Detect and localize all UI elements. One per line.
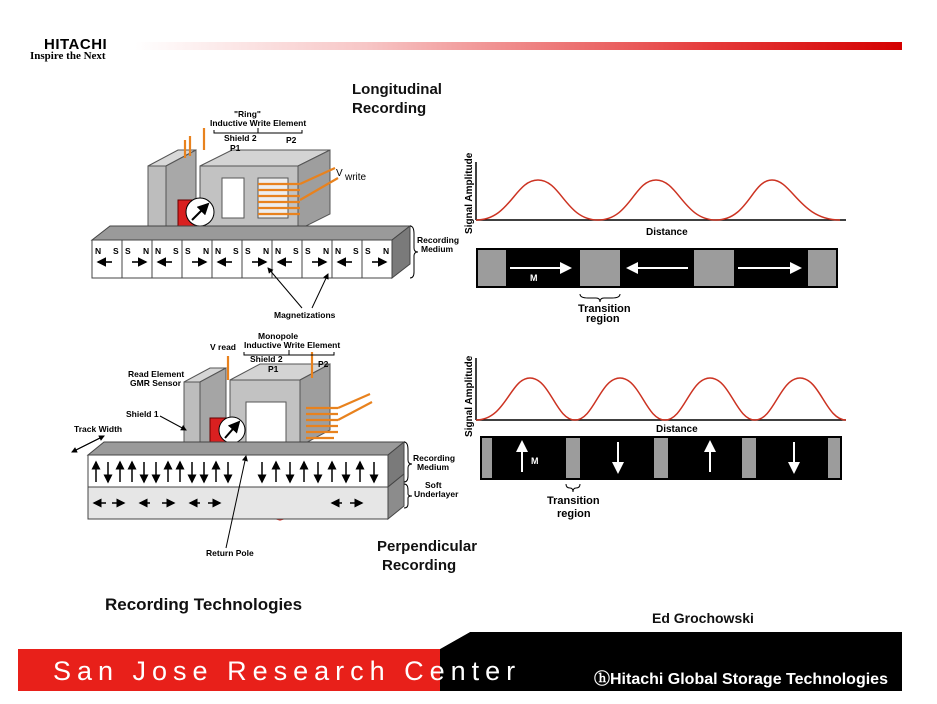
- pole-label: N: [155, 246, 162, 256]
- perp-p1-label: P1: [268, 364, 279, 374]
- signal-plot-bottom: [464, 355, 846, 437]
- pole-label: N: [203, 246, 210, 256]
- magnetizations-label: Magnetizations: [274, 310, 336, 320]
- perpendicular-heading-line2: Recording: [382, 557, 457, 574]
- pole-label: S: [233, 246, 239, 256]
- longitudinal-heading-line2: Recording: [352, 100, 427, 117]
- monopole-label: Monopole: [258, 331, 299, 341]
- pole-label: S: [245, 246, 251, 256]
- pole-label: N: [215, 246, 222, 256]
- perp-recording-label: Recording: [413, 453, 456, 463]
- pole-label: S: [353, 246, 359, 256]
- perp-shield2-label: Shield 2: [250, 354, 283, 364]
- slide-title: Recording Technologies: [105, 595, 303, 614]
- pole-label: N: [383, 246, 390, 256]
- pole-label: S: [113, 246, 119, 256]
- p1-label: P1: [230, 143, 241, 153]
- soft-label: Soft: [425, 480, 442, 490]
- bottom-region-label: region: [557, 508, 591, 520]
- perp-medium-label: Medium: [417, 462, 450, 472]
- v-write-sub: write: [345, 172, 367, 183]
- bottom-xlabel: Distance: [656, 424, 698, 435]
- top-region-label: region: [586, 313, 620, 325]
- top-ylabel: Signal Amplitude: [464, 152, 475, 234]
- top-m-label: M: [530, 273, 538, 283]
- perpendicular-heading-line1: Perpendicular: [377, 538, 478, 555]
- pole-label: N: [263, 246, 270, 256]
- pole-label: S: [125, 246, 131, 256]
- pole-label: N: [95, 246, 102, 256]
- pole-label: N: [275, 246, 282, 256]
- perp-write-element-label: Inductive Write Element: [244, 340, 341, 350]
- bottom-ylabel: Signal Amplitude: [464, 355, 475, 437]
- top-xlabel: Distance: [646, 227, 688, 238]
- pole-label: S: [305, 246, 311, 256]
- underlayer-label: Underlayer: [414, 489, 459, 499]
- research-center-title: San Jose Research Center: [53, 656, 522, 686]
- bottom-m-label: M: [531, 456, 539, 466]
- track-width-label: Track Width: [74, 424, 123, 434]
- company-name: ⓗHitachi Global Storage Technologies: [594, 671, 888, 688]
- bit-strip-top: [476, 248, 838, 325]
- recording-label: Recording: [417, 235, 460, 245]
- p2-label: P2: [286, 135, 297, 145]
- pole-label: S: [293, 246, 299, 256]
- pole-label: S: [365, 246, 371, 256]
- signal-plot-top: [464, 152, 846, 238]
- ring-label: "Ring": [234, 109, 261, 119]
- pole-label: S: [185, 246, 191, 256]
- read-element-label: Read Element: [128, 369, 185, 379]
- longitudinal-heading-line1: Longitudinal: [352, 81, 442, 98]
- pole-label: N: [323, 246, 330, 256]
- pole-label: S: [173, 246, 179, 256]
- logo-tagline: Inspire the Next: [30, 50, 106, 62]
- write-element-label: Inductive Write Element: [210, 118, 307, 128]
- pole-label: N: [335, 246, 342, 256]
- bit-strip-bottom: [480, 436, 842, 520]
- perp-p2-label: P2: [318, 359, 329, 369]
- shield1-label: Shield 1: [126, 409, 159, 419]
- shield2-label: Shield 2: [224, 133, 257, 143]
- longitudinal-medium: [92, 226, 418, 308]
- return-pole-label: Return Pole: [206, 548, 254, 558]
- hitachi-logo: HITACHI: [44, 36, 108, 53]
- bottom-transition-label: Transition: [547, 495, 600, 507]
- v-write-prefix: V: [336, 168, 343, 179]
- top-transition-label: Transition: [578, 303, 631, 315]
- gmr-sensor-label: GMR Sensor: [130, 378, 182, 388]
- author-name: Ed Grochowski: [652, 610, 754, 626]
- v-read-label: V read: [210, 342, 236, 352]
- pole-label: N: [143, 246, 150, 256]
- medium-label: Medium: [421, 244, 454, 254]
